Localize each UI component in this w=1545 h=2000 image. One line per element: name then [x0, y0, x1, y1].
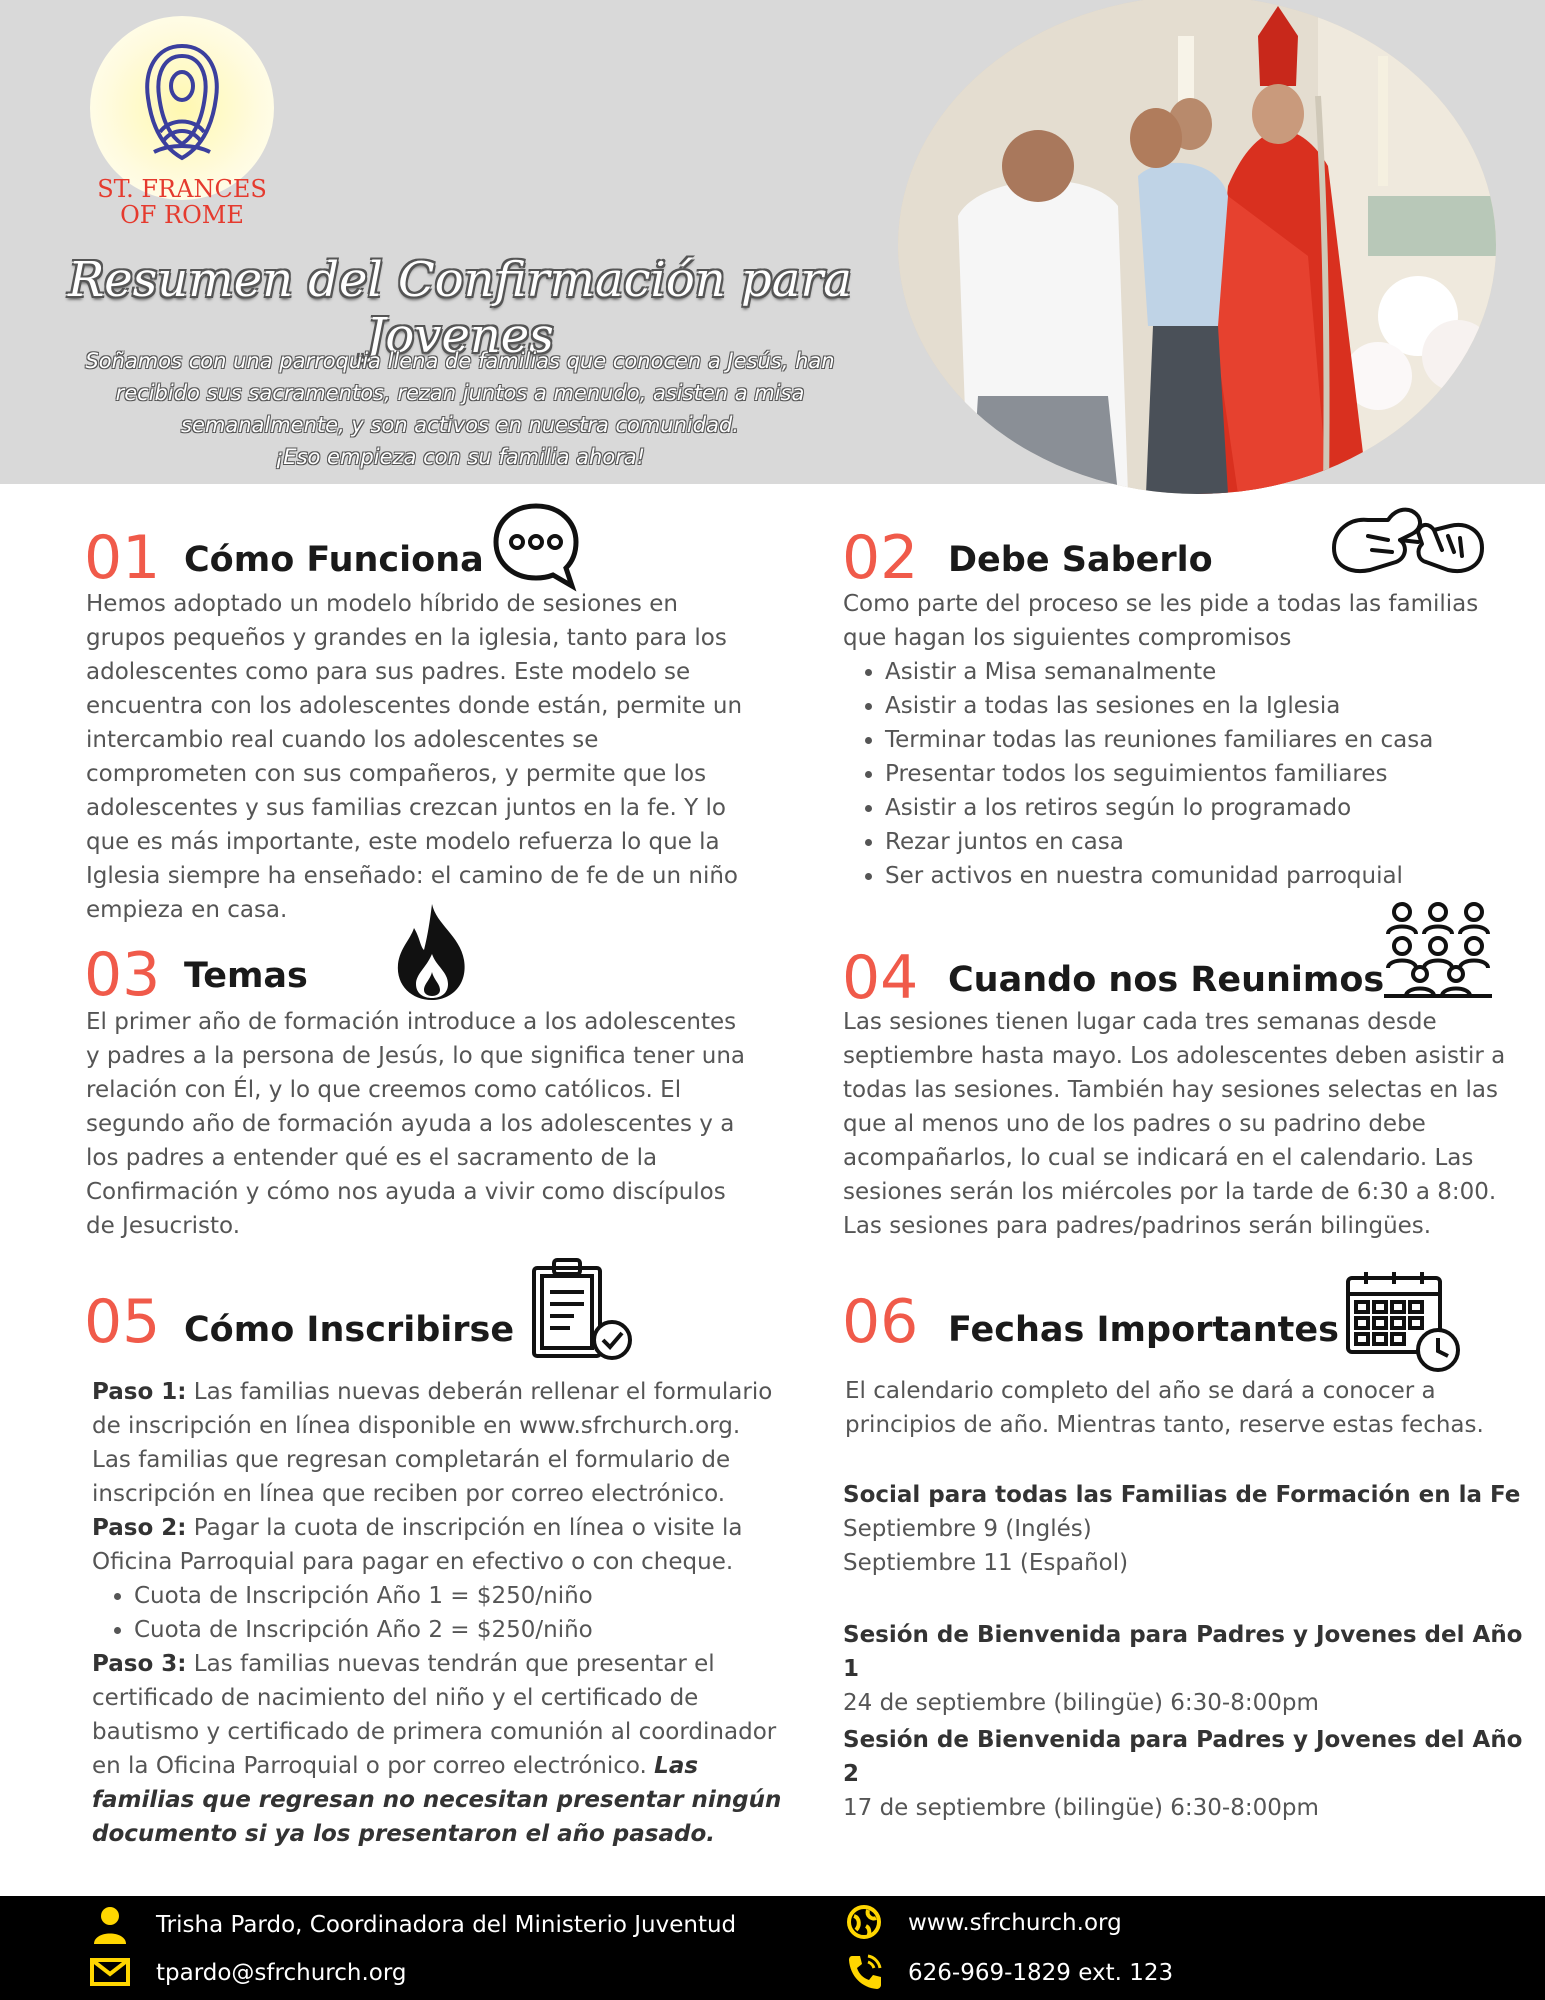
section-number-04: 04 [842, 943, 919, 1013]
intro-line: semanalmente, y son activos en nuestra comunidad. [181, 413, 739, 437]
event-social [843, 1478, 1533, 1580]
parish-name-line2: OF ROME [120, 201, 244, 229]
page-title: Resumen del Confirmación para Jovenes [68, 252, 852, 364]
calendar-clock-icon [1344, 1268, 1462, 1374]
section-text-debe-saberlo [843, 587, 1523, 893]
pinky-promise-icon [1330, 500, 1486, 584]
section-title-como-funciona: Cómo Funciona [184, 540, 484, 580]
section-text-como-funciona: Hemos adoptado un modelo híbrido de sesiones en grupos pequeños y grandes en la iglesia, tanto para los adolescentes como para sus padres. Este modelo se encuentra con los adolescentes donde están, permite un intercambio real cuando los adolescentes se comprometen con sus compañeros, y permite que los adolescentes y sus familias crezcan juntos en la fe. Y lo que es más importante, este modelo refuerza lo que la Iglesia siempre ha enseñado: el camino de fe de un niño empieza en casa. [86, 591, 743, 923]
section-text-temas: El primer año de formación introduce a los adolescentes y padres a la persona de Jesús, lo que significa tener una relación con Él, y lo que creemos como católicos. El segundo año de formación ayuda a los adolescentes y a los padres a entender qué es el sacramento de la Confirmación y cómo nos ayuda a vivir como discípulos de Jesucristo. [86, 1009, 746, 1239]
list-item: • Terminar todas las reuniones familiares en casa [885, 723, 1523, 757]
section-text-fechas-importantes: El calendario completo del año se dará a conocer a principios de año. Mientras tanto, reserve estas fechas. [845, 1378, 1484, 1438]
intro-line: recibido sus sacramentos, rezan juntos a menudo, asisten a misa [115, 381, 805, 405]
event-welcome-year2 [843, 1723, 1533, 1825]
step-1 [92, 1375, 782, 1511]
step-2 [92, 1511, 782, 1579]
parish-logo [90, 16, 274, 200]
step-2-label: Paso 2: [92, 1515, 187, 1541]
person-icon [92, 1906, 128, 1944]
intro-line: Soñamos con una parroquia llena de familias que conocen a Jesús, han [85, 349, 835, 373]
section-text-como-inscribirse [92, 1375, 782, 1851]
step-3 [92, 1647, 782, 1851]
list-item: • Asistir a Misa semanalmente [885, 655, 1523, 689]
parish-name [60, 176, 304, 228]
flame-icon [394, 902, 470, 1002]
fees-list [92, 1579, 782, 1647]
list-item: • Asistir a todas las sesiones en la Iglesia [885, 689, 1523, 723]
commitments-intro: Como parte del proceso se les pide a todas las familias que hagan los siguientes compromisos [843, 591, 1479, 651]
section-number-05: 05 [84, 1287, 161, 1357]
phone-icon [846, 1952, 884, 1992]
section-number-06: 06 [842, 1287, 919, 1357]
confirmation-scene-image [898, 0, 1496, 494]
step-3-text: Las familias nuevas tendrán que presentar el certificado de nacimiento del niño y el certificado de bautismo y certificado de primera comunión al coordinador en la Oficina Parroquial o por correo electrónico. [92, 1651, 777, 1779]
event-date: 24 de septiembre (bilingüe) 6:30-8:00pm [843, 1690, 1319, 1716]
event-welcome-year1 [843, 1618, 1533, 1720]
clipboard-check-icon [530, 1258, 634, 1362]
globe-icon [846, 1904, 882, 1940]
step-1-text: Las familias nuevas deberán rellenar el formulario de inscripción en línea disponible en www.sfrchurch.org. Las familias que regresan completarán el formulario de inscripción en línea que reciben por correo electrónico. [92, 1379, 773, 1507]
event-date: Septiembre 11 (Español) [843, 1550, 1129, 1576]
event-title: Sesión de Bienvenida para Padres y Jovenes del Año 2 [843, 1727, 1523, 1787]
section-title-debe-saberlo: Debe Saberlo [948, 540, 1213, 580]
step-2-text: Pagar la cuota de inscripción en línea o visite la Oficina Parroquial para pagar en efectivo o con cheque. [92, 1515, 743, 1575]
list-item: • Cuota de Inscripción Año 2 = $250/niño [134, 1613, 782, 1647]
step-3-label: Paso 3: [92, 1651, 187, 1677]
phone-number[interactable]: 626-969-1829 ext. 123 [908, 1960, 1174, 1986]
section-title-temas: Temas [184, 956, 308, 996]
list-item: • Presentar todos los seguimientos familiares [885, 757, 1523, 791]
event-title: Social para todas las Familias de Formación en la Fe [843, 1482, 1521, 1508]
section-title-cuando-nos-reunimos: Cuando nos Reunimos [948, 960, 1385, 1000]
speech-bubble-icon [490, 500, 582, 592]
event-date: 17 de septiembre (bilingüe) 6:30-8:00pm [843, 1795, 1319, 1821]
saint-figure-icon [134, 40, 230, 170]
footer-contact-bar [0, 1896, 1545, 2000]
confirmation-photo [898, 0, 1496, 494]
commitments-list [843, 655, 1523, 893]
contact-name: Trisha Pardo, Coordinadora del Ministerio Juventud [156, 1912, 737, 1938]
list-item: • Rezar juntos en casa [885, 825, 1523, 859]
section-title-como-inscribirse: Cómo Inscribirse [184, 1310, 515, 1350]
list-item: • Ser activos en nuestra comunidad parroquial [885, 859, 1523, 893]
list-item: • Asistir a los retiros según lo programado [885, 791, 1523, 825]
email-icon [90, 1958, 130, 1986]
section-text-cuando-nos-reunimos: Las sesiones tienen lugar cada tres semanas desde septiembre hasta mayo. Los adolescentes deben asistir a todas las sesiones. También hay sesiones selectas en las que al menos uno de los padres o su padrino debe acompañarlos, lo cual se indicará en el calendario. Las sesiones serán los miércoles por la tarde de 6:30 a 8:00. Las sesiones para padres/padrinos serán bilingües. [843, 1009, 1506, 1239]
intro-text [40, 345, 880, 473]
section-title-fechas-importantes: Fechas Importantes [948, 1310, 1339, 1350]
section-number-03: 03 [84, 940, 161, 1010]
event-title: Sesión de Bienvenida para Padres y Jovenes del Año 1 [843, 1622, 1523, 1682]
step-3-emphasis: Las familias que regresan no necesitan presentar ningún documento si ya los presentaron el año pasado. [92, 1753, 782, 1847]
contact-email[interactable]: tpardo@sfrchurch.org [156, 1960, 407, 1986]
list-item: • Cuota de Inscripción Año 1 = $250/niño [134, 1579, 782, 1613]
section-number-02: 02 [842, 523, 919, 593]
intro-line: ¡Eso empieza con su familia ahora! [274, 445, 646, 469]
website-link[interactable]: www.sfrchurch.org [908, 1910, 1122, 1936]
step-1-label: Paso 1: [92, 1379, 187, 1405]
section-number-01: 01 [84, 523, 161, 593]
parish-name-line1: ST. FRANCES [97, 175, 267, 203]
event-date: Septiembre 9 (Inglés) [843, 1516, 1092, 1542]
people-group-icon [1382, 900, 1494, 998]
